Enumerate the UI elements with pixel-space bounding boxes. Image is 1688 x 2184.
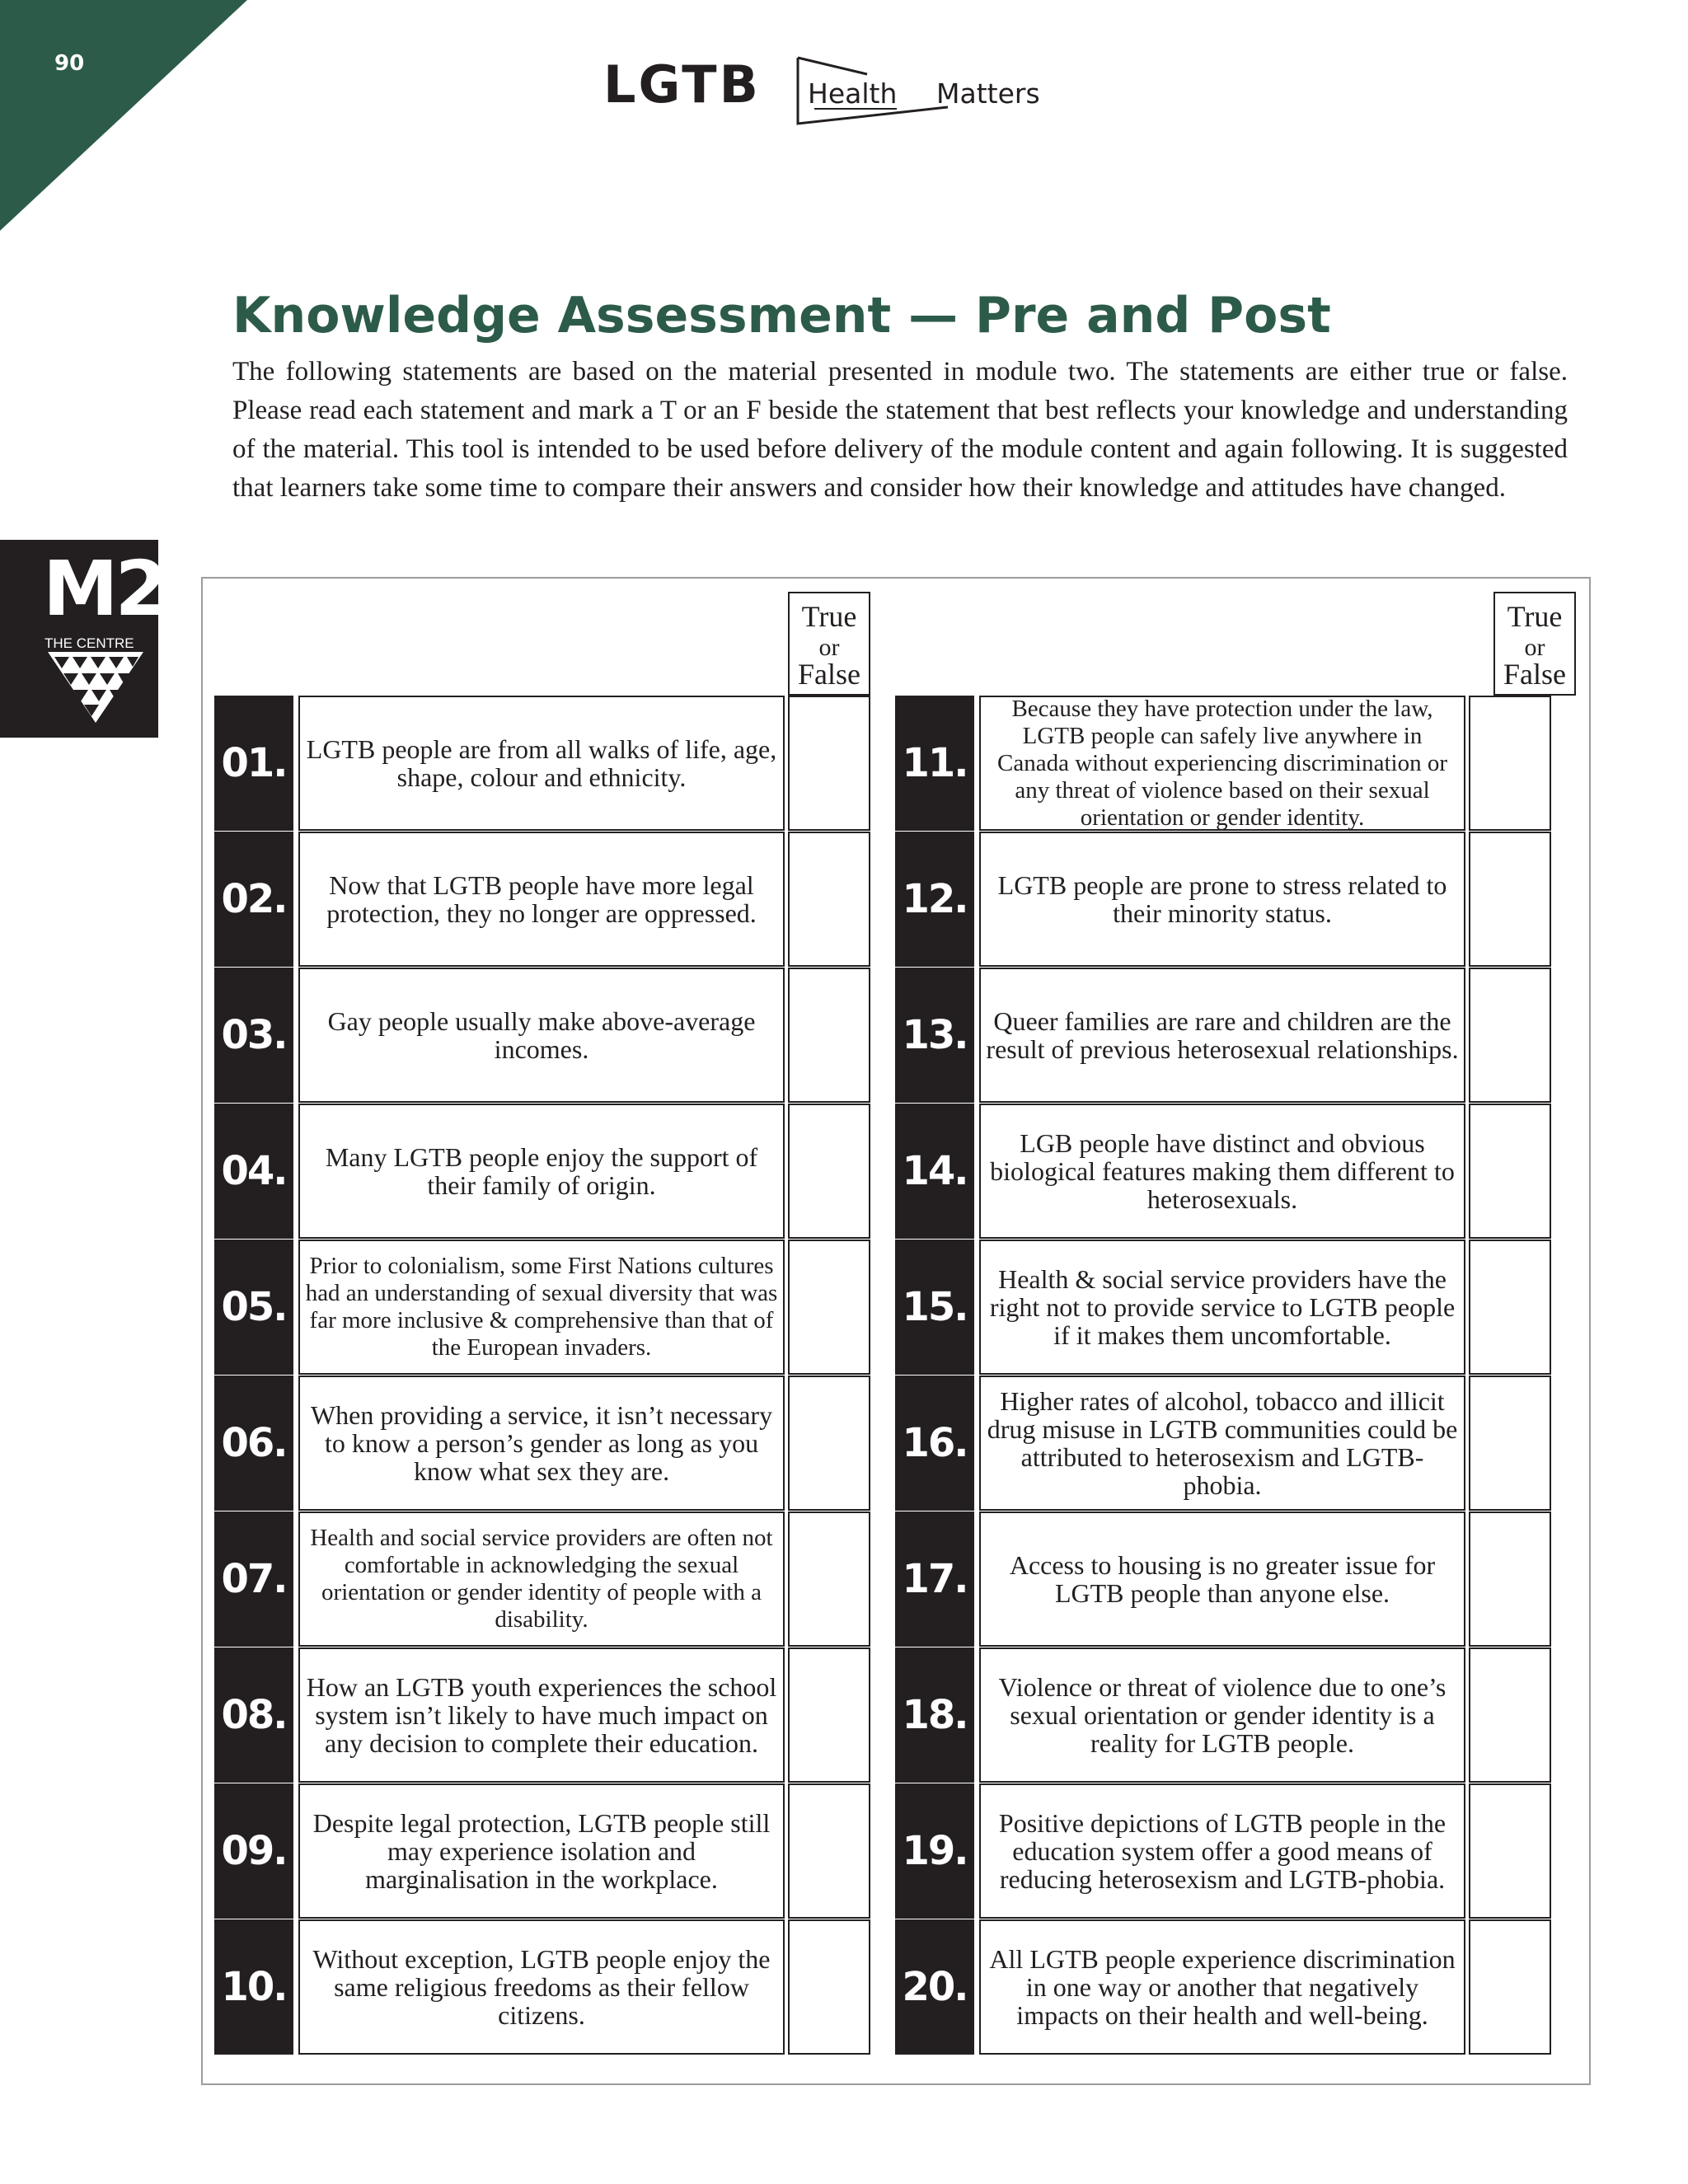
statement-text: Positive depictions of LGTB people in the education system offer a good means of reducing heterosexism and LGTB-phobia.	[979, 1783, 1465, 1919]
list-item	[214, 696, 874, 832]
answer-box[interactable]	[788, 1104, 870, 1239]
intro-paragraph: The following statements are based on the material presented in module two. The statements are either true or false. Please read each statement and mark a T or an F beside the statement that best reflects your knowledge and understanding of the material. This tool is intended to be used before delivery of the module content and again following. It is suggested that learners take some time to compare their answers and consider how their knowledge and attitudes have changed.	[232, 357, 1568, 503]
item-number: 07.	[214, 1511, 293, 1647]
list-item	[895, 1240, 1554, 1376]
statement-text: LGTB people are prone to stress related to their minority status.	[979, 832, 1465, 967]
true-label: True	[1507, 600, 1563, 633]
item-number: 04.	[214, 1104, 293, 1239]
item-number: 14.	[895, 1104, 974, 1239]
list-item	[895, 1919, 1554, 2055]
list-item	[214, 968, 874, 1104]
item-number: 19.	[895, 1783, 974, 1919]
or-label: or	[818, 634, 840, 661]
statement-text: LGB people have distinct and obvious biological features making them different to heterosexuals.	[979, 1104, 1465, 1239]
corner-banner	[0, 0, 247, 231]
statement-text: Health and social service providers are often not comfortable in acknowledging the sexual orientation or gender identity of people with a disability.	[298, 1511, 785, 1647]
statement-text: Violence or threat of violence due to one’s sexual orientation or gender identity is a reality for LGTB people.	[979, 1647, 1465, 1783]
list-item	[895, 1376, 1554, 1511]
answer-box[interactable]	[788, 696, 870, 831]
list-item	[895, 696, 1554, 832]
item-number: 05.	[214, 1240, 293, 1375]
answer-box[interactable]	[1469, 1919, 1551, 2055]
module-side-tab	[0, 540, 165, 738]
answer-box[interactable]	[1469, 1647, 1551, 1783]
list-item	[214, 832, 874, 968]
statement-text: How an LGTB youth experiences the school system isn’t likely to have much impact on any decision to complete their education.	[298, 1647, 785, 1783]
statement-text: LGTB people are from all walks of life, age, shape, colour and ethnicity.	[298, 696, 785, 831]
module-label: M2	[43, 545, 165, 633]
list-item	[895, 832, 1554, 968]
answer-box[interactable]	[1469, 1240, 1551, 1375]
item-number: 15.	[895, 1240, 974, 1375]
logo-matters-text: Matters	[936, 77, 1040, 110]
statement-text: All LGTB people experience discrimination in one way or another that negatively impacts on their health and well-being.	[979, 1919, 1465, 2055]
statement-text: Without exception, LGTB people enjoy the same religious freedoms as their fellow citizens.	[298, 1919, 785, 2055]
list-item	[214, 1647, 874, 1783]
logo-lgtb-text: LGTB	[603, 54, 761, 115]
answer-box[interactable]	[788, 1783, 870, 1919]
item-number: 18.	[895, 1647, 974, 1783]
item-number: 13.	[895, 968, 974, 1103]
answer-box[interactable]	[788, 1376, 870, 1511]
item-number: 16.	[895, 1376, 974, 1511]
statement-text: Queer families are rare and children are the result of previous heterosexual relationships.	[979, 968, 1465, 1103]
statement-text: Access to housing is no greater issue for LGTB people than anyone else.	[979, 1511, 1465, 1647]
item-number: 02.	[214, 832, 293, 967]
answer-box[interactable]	[788, 968, 870, 1103]
false-label: False	[1503, 658, 1566, 691]
list-item	[895, 1104, 1554, 1240]
item-number: 10.	[214, 1919, 293, 2055]
answer-box[interactable]	[1469, 1104, 1551, 1239]
header-logo	[603, 54, 1090, 129]
answer-box[interactable]	[788, 1647, 870, 1783]
item-number: 12.	[895, 832, 974, 967]
answer-box[interactable]	[1469, 1376, 1551, 1511]
item-number: 17.	[895, 1511, 974, 1647]
assessment-frame	[201, 577, 1591, 2085]
answer-box[interactable]	[1469, 1511, 1551, 1647]
item-number: 09.	[214, 1783, 293, 1919]
answer-box[interactable]	[788, 1919, 870, 2055]
item-number: 01.	[214, 696, 293, 831]
statement-text: Despite legal protection, LGTB people still may experience isolation and marginalisation in the workplace.	[298, 1783, 785, 1919]
logo-health-text: Health	[808, 77, 898, 110]
true-false-header-left	[788, 592, 870, 696]
statement-text: Health & social service providers have the right not to provide service to LGTB people if it makes them uncomfortable.	[979, 1240, 1465, 1375]
item-number: 20.	[895, 1919, 974, 2055]
false-label: False	[798, 658, 860, 691]
answer-box[interactable]	[1469, 832, 1551, 967]
list-item	[214, 1511, 874, 1647]
statement-text: Gay people usually make above-average incomes.	[298, 968, 785, 1103]
true-false-header-right	[1493, 592, 1576, 696]
list-item	[895, 1647, 1554, 1783]
page-title: Knowledge Assessment — Pre and Post	[232, 287, 1331, 344]
item-number: 11.	[895, 696, 974, 831]
list-item	[214, 1240, 874, 1376]
item-number: 03.	[214, 968, 293, 1103]
answer-box[interactable]	[788, 832, 870, 967]
list-item	[214, 1104, 874, 1240]
statement-text: Prior to colonialism, some First Nations cultures had an understanding of sexual diversity that was far more inclusive & comprehensive than that of the European invaders.	[298, 1240, 785, 1375]
list-item	[214, 1783, 874, 1919]
statement-text: Higher rates of alcohol, tobacco and illicit drug misuse in LGTB communities could be attributed to heterosexism and LGTB-phobia.	[979, 1376, 1465, 1511]
statement-text: Many LGTB people enjoy the support of their family of origin.	[298, 1104, 785, 1239]
page-number: 90	[54, 51, 85, 76]
item-number: 08.	[214, 1647, 293, 1783]
or-label: or	[1524, 634, 1545, 661]
list-item	[895, 968, 1554, 1104]
statement-text: When providing a service, it isn’t necessary to know a person’s gender as long as you know what sex they are.	[298, 1376, 785, 1511]
answer-box[interactable]	[1469, 696, 1551, 831]
true-label: True	[801, 600, 857, 633]
list-item	[214, 1919, 874, 2055]
item-number: 06.	[214, 1376, 293, 1511]
answer-box[interactable]	[788, 1240, 870, 1375]
answer-box[interactable]	[1469, 1783, 1551, 1919]
centre-triangle-logo-icon	[46, 650, 145, 724]
answer-box[interactable]	[1469, 968, 1551, 1103]
statement-text: Now that LGTB people have more legal protection, they no longer are oppressed.	[298, 832, 785, 967]
statement-text: Because they have protection under the law, LGTB people can safely live anywhere in Canada without experiencing discrimination or any threat of violence based on their sexual orientation or gender identity.	[979, 696, 1465, 831]
answer-box[interactable]	[788, 1511, 870, 1647]
list-item	[214, 1376, 874, 1511]
org-label: THE CENTRE	[45, 635, 134, 651]
list-item	[895, 1511, 1554, 1647]
list-item	[895, 1783, 1554, 1919]
